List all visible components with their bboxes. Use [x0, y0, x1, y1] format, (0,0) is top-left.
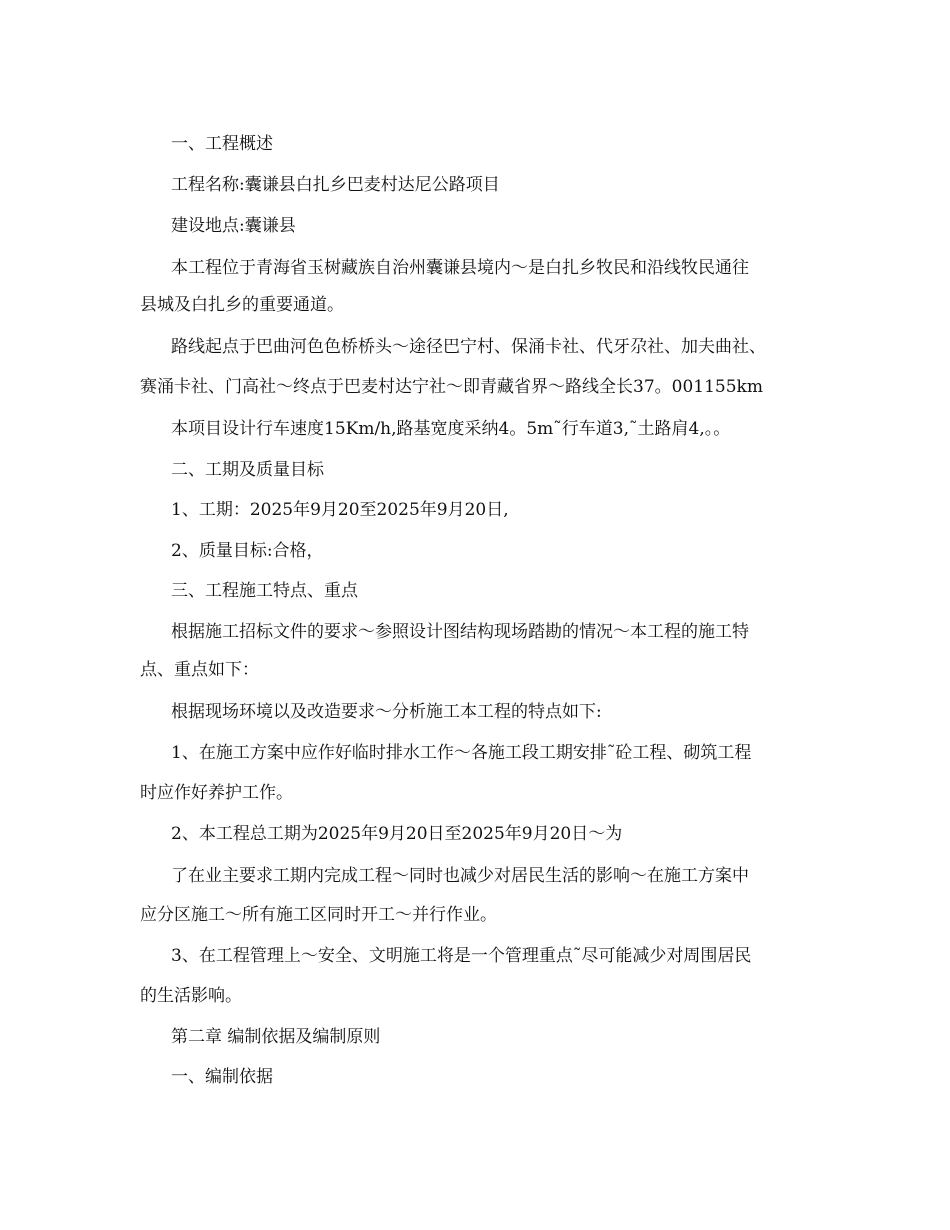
point-2-line-2: 了在业主要求工期内完成工程～同时也减少对居民生活的影响～在施工方案中: [171, 866, 749, 886]
point-3-line-2: 的生活影响。: [140, 986, 242, 1006]
section-heading-overview: 一、工程概述: [171, 134, 273, 154]
schedule-line: 1、工期：2025年9月20至2025年9月20日,: [171, 500, 509, 520]
point-1-line-1: 1、在施工方案中应作好临时排水工作～各施工段工期安排˜砼工程、砌筑工程: [171, 743, 752, 763]
paragraph-features-line-1: 根据施工招标文件的要求～参照设计图结构现场踏勘的情况～本工程的施工特: [171, 622, 749, 642]
paragraph-features-line-2: 点、重点如下：: [140, 660, 259, 680]
point-2-line-1: 2、本工程总工期为2025年9月20日至2025年9月20日～为: [171, 824, 623, 844]
point-2-line-3: 应分区施工～所有施工区同时开工～并行作业。: [140, 905, 497, 925]
section-heading-features: 三、工程施工特点、重点: [171, 581, 358, 601]
paragraph-location-line-1: 本工程位于青海省玉树藏族自治州囊谦县境内～是白扎乡牧民和沿线牧民通往: [171, 258, 749, 278]
paragraph-location-line-2: 县城及白扎乡的重要通道。: [140, 295, 344, 315]
construction-site-line: 建设地点:囊谦县: [171, 216, 296, 236]
section-heading-basis: 一、编制依据: [171, 1067, 273, 1087]
point-3-line-1: 3、在工程管理上～安全、文明施工将是一个管理重点˜尽可能减少对周围居民: [171, 946, 752, 966]
paragraph-route-line-1: 路线起点于巴曲河色色桥桥头～途径巴宁村、保涌卡社、代牙尕社、加夫曲社、: [171, 337, 766, 357]
section-heading-schedule-quality: 二、工期及质量目标: [171, 460, 324, 480]
paragraph-analysis-line: 根据现场环境以及改造要求～分析施工本工程的特点如下:: [171, 702, 602, 722]
paragraph-design-speed: 本项目设计行车速度15Km/h,路基宽度采纳4。5m˜行车道3,˜土路肩4,。。: [171, 419, 731, 439]
point-1-line-2: 时应作好养护工作。: [140, 783, 293, 803]
chapter-heading-basis-principles: 第二章 编制依据及编制原则: [171, 1027, 381, 1047]
project-name-line: 工程名称:囊谦县白扎乡巴麦村达尼公路项目: [171, 175, 500, 195]
quality-target-line: 2、质量目标:合格，: [171, 541, 324, 561]
paragraph-route-line-2: 赛涌卡社、门高社～终点于巴麦村达宁社～即青藏省界～路线全长37。001155km: [140, 377, 763, 397]
